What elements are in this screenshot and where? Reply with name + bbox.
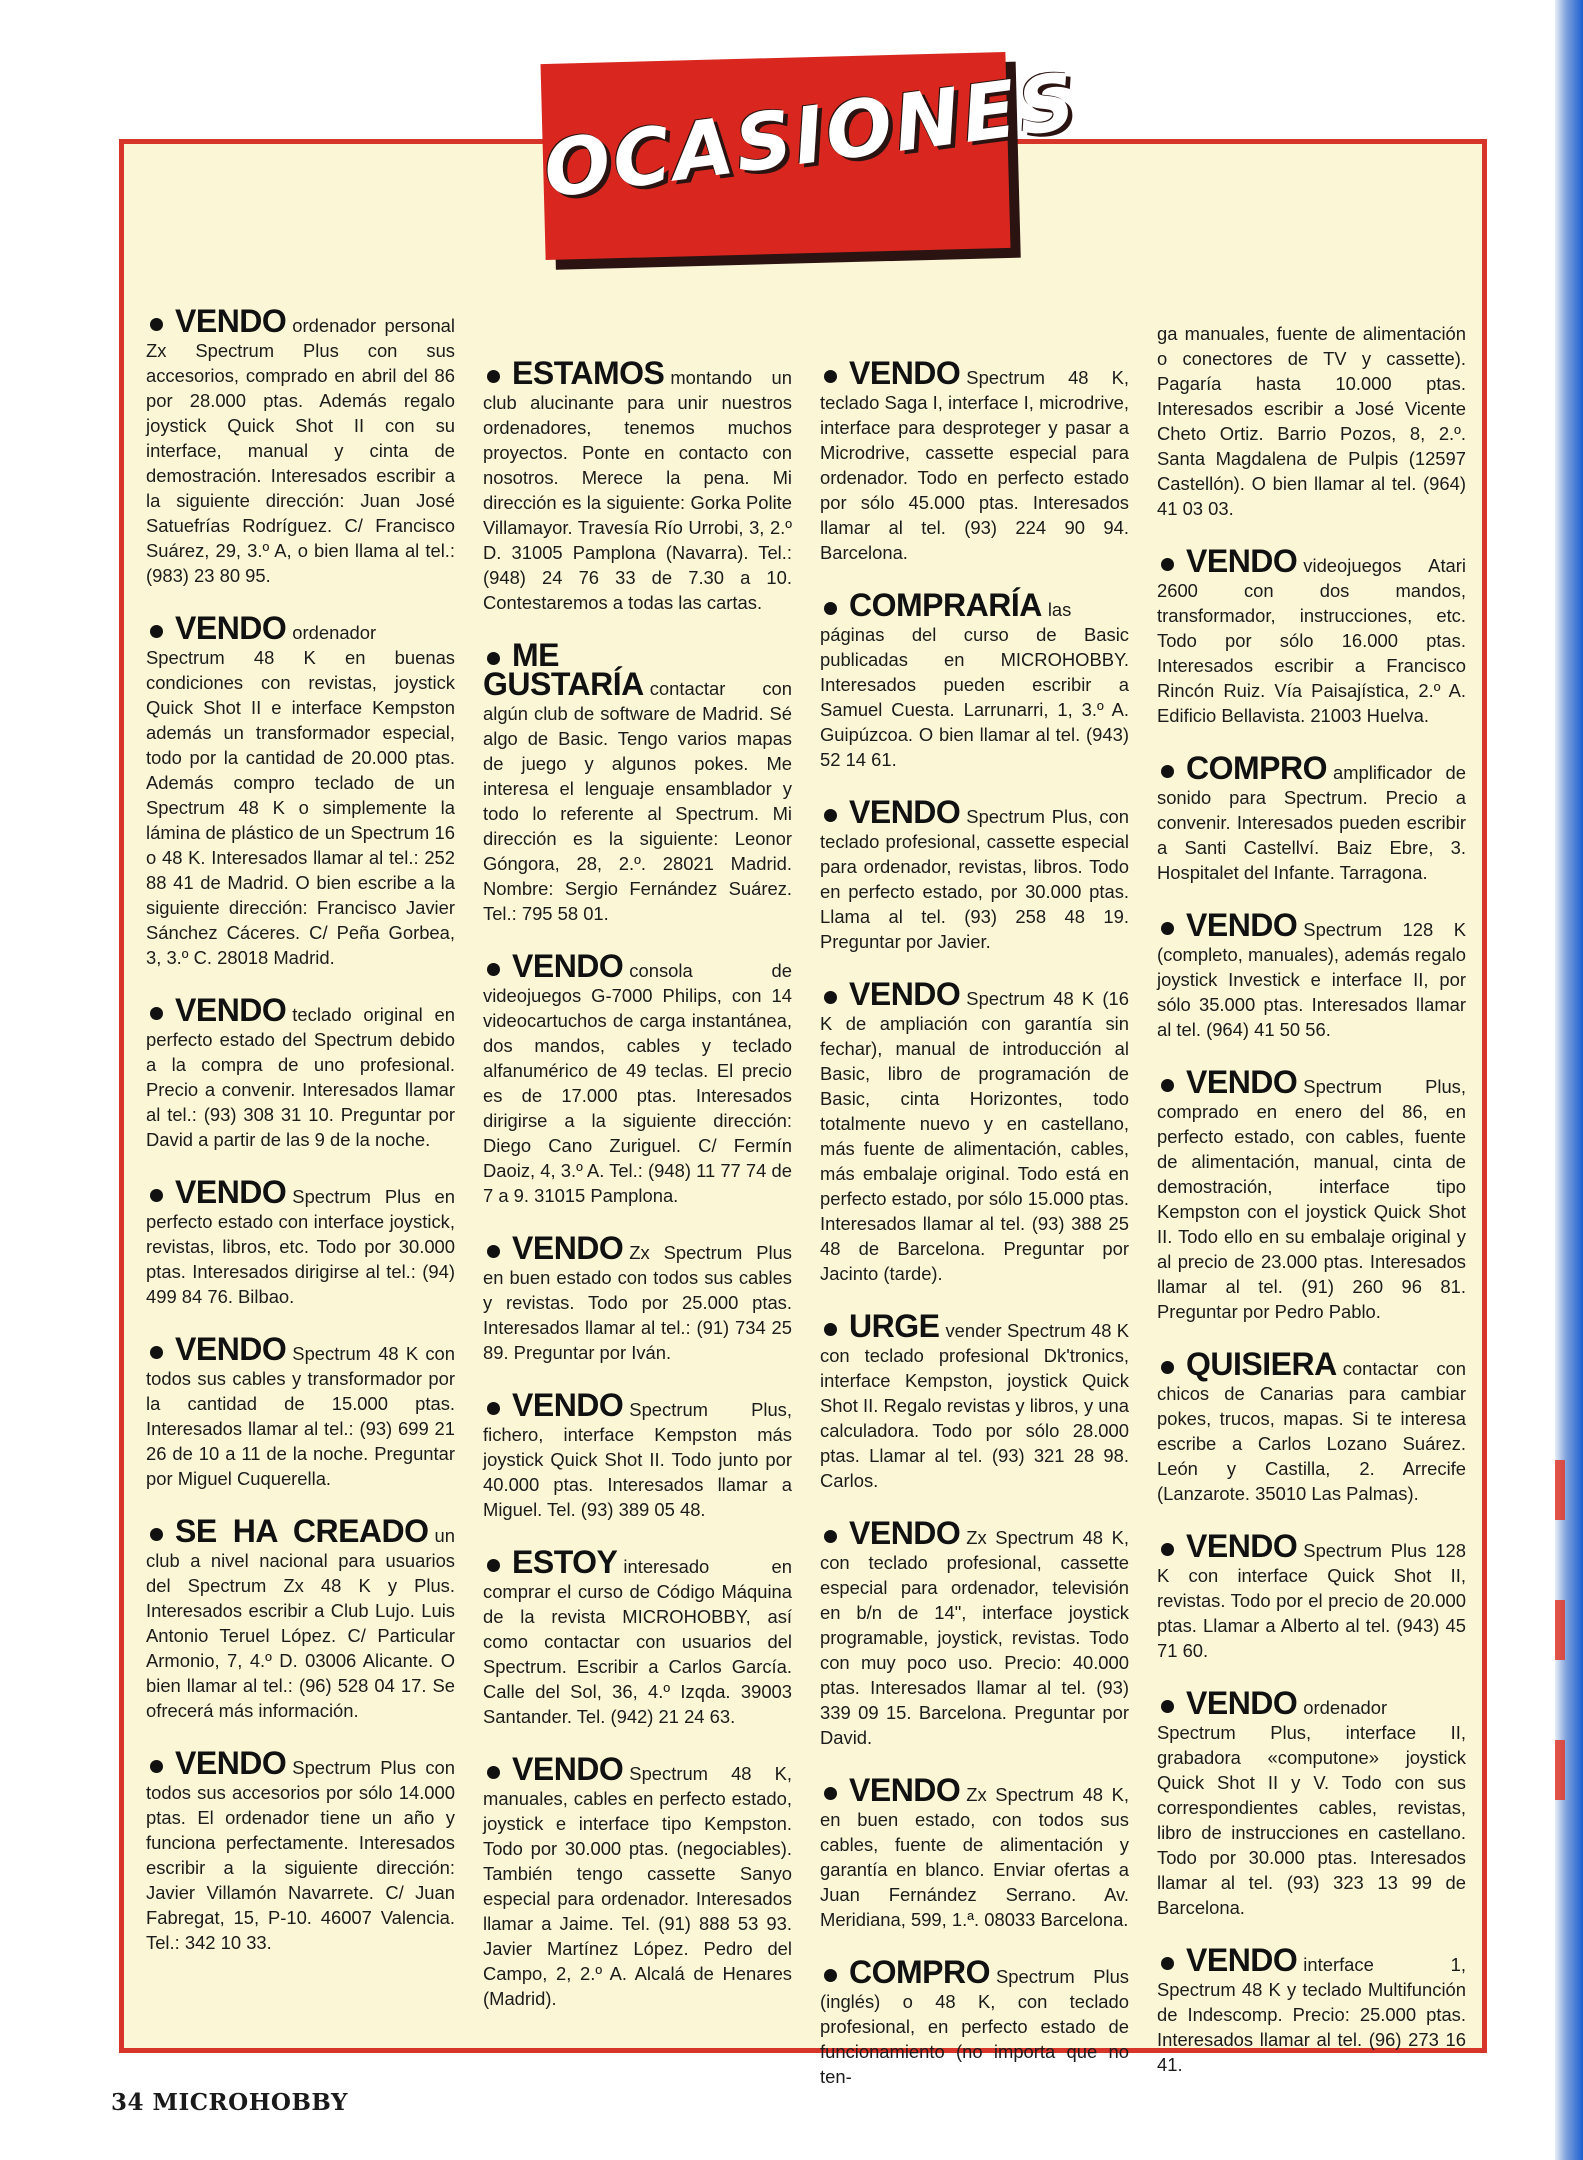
ad-text: interesado en comprar el curso de Código Máquina de la revista MICROHOBBY, así como contactar con usuarios del Spectrum. Escribir a Carlos García. Calle del Sol, 36, 4.º Izqda. 39003 Santander. Tel. (942) 21 24 63. (483, 1556, 792, 1727)
ad-keyword: VENDO (849, 1515, 961, 1551)
ad-keyword: VENDO (1186, 1942, 1298, 1978)
bullet-icon (1161, 1700, 1174, 1713)
ads-column-2 (483, 309, 792, 2029)
bullet-icon (1161, 1079, 1174, 1092)
bullet-icon (824, 1787, 837, 1800)
bullet-icon (824, 809, 837, 822)
ad-text: ordenador Spectrum 48 K en buenas condiciones con revistas, joystick Quick Shot II e interface Kempston además un transformador especial, todo por la cantidad de 20.000 ptas. Además compro teclado de un Spectrum 48 K o simplemente la lámina de plástico de un Spectrum 16 o 48 K. Interesados llamar al tel.: 252 88 41 de Madrid. O bien escribe a la siguiente dirección: Francisco Javier Sánchez Cáceres. C/ Peña Gorbea, 3, 3.º C. 28018 Madrid. (146, 622, 455, 968)
ad-keyword: VENDO (849, 355, 961, 391)
ad-keyword: VENDO (1186, 1685, 1298, 1721)
page-number: 34 (111, 2089, 145, 2116)
bullet-icon (824, 1969, 837, 1982)
ad-text: Spectrum Plus (inglés) o 48 K, con teclado profesional, en perfecto estado de funcionamiento (no importa que no ten- (820, 1966, 1129, 2087)
ad-keyword: VENDO (175, 1745, 287, 1781)
ad-keyword: ESTAMOS (512, 355, 665, 391)
ad-text: Spectrum 128 K (completo, manuales), además regalo joystick Investick e interface II, por sólo 35.000 ptas. Interesados llamar al tel. (964) 41 50 56. (1157, 919, 1466, 1040)
ad-keyword: VENDO (1186, 1528, 1298, 1564)
ad-keyword: COMPRO (1186, 750, 1327, 786)
bullet-icon (824, 991, 837, 1004)
ad-text: Zx Spectrum 48 K, con teclado profesional, cassette especial para ordenador, televisión en b/n de 14", interface joystick programable, joystick, revistas. Todo con muy poco uso. Precio: 40.000 ptas. Interesados llamar al tel. (93) 339 09 15. Barcelona. Preguntar por David. (820, 1527, 1129, 1748)
ad-text: Spectrum Plus, fichero, interface Kempston más joystick Quick Shot II. Todo junto por 40.000 ptas. Interesados llamar a Miguel. Tel. (93) 389 05 48. (483, 1399, 792, 1520)
ad-text: ga manuales, fuente de alimentación o conectores de TV y cassette). Pagaría hasta 10.000 ptas. Interesados escribir a José Vicente Cheto Ortiz. Barrio Pozos, 8, 2.º. Santa Magdalena de Pulpis (12597 Castellón). O bien llamar al tel. (964) 41 03 03. (1157, 323, 1466, 519)
ad-keyword: VENDO (175, 1331, 287, 1367)
classified-ad (483, 948, 792, 1208)
classified-ad (1157, 750, 1466, 885)
ad-text: contactar con algún club de software de Madrid. Sé algo de Basic. Tengo varios mapas de juego y algunos pokes. Me interesa el lenguaje ensamblador y todo lo referente al Spectrum. Mi dirección es la siguiente: Leonor Góngora, 28, 2.º. 28021 Madrid. Nombre: Sergio Fernández Suárez. Tel.: 795 58 01. (483, 678, 792, 924)
bullet-icon (487, 1245, 500, 1258)
classified-ad (146, 610, 455, 970)
classified-ad (146, 992, 455, 1152)
classified-ad (483, 637, 792, 926)
ad-text: Spectrum Plus, comprado en enero del 86, en perfecto estado, con cables, fuente de alimentación, manual, cinta de demostración, interface tipo Kempston con el joystick Quick Shot II. Todo ello en su embalaje original y al precio de 23.000 ptas. Interesados llamar al tel. (91) 260 96 81. Preguntar por Pedro Pablo. (1157, 1076, 1466, 1322)
classified-ad (483, 1230, 792, 1365)
ad-text: videojuegos Atari 2600 con dos mandos, transformador, instrucciones, etc. Todo por sólo 16.000 ptas. Interesados escribir a Francisco Rincón Ruiz. Vía Paisajística, 2.º A. Edificio Bellavista. 21003 Huelva. (1157, 555, 1466, 726)
ad-text: vender Spectrum 48 K con teclado profesional Dk'tronics, interface Kempston, joystick Quick Shot II. Regalo revistas y libros, y una calculadora. Todo por sólo 28.000 ptas. Llamar al tel. (93) 321 28 98. Carlos. (820, 1320, 1129, 1491)
ad-keyword: VENDO (512, 948, 624, 984)
ads-column-1 (146, 303, 455, 2029)
ad-keyword: VENDO (512, 1751, 624, 1787)
classified-ad (1157, 907, 1466, 1042)
ad-keyword: URGE (849, 1308, 940, 1344)
ad-keyword: VENDO (512, 1230, 624, 1266)
ads-column-3 (820, 309, 1129, 2087)
ad-text: Spectrum Plus, con teclado profesional, cassette especial para ordenador, revistas, libros. Todo en perfecto estado, por 30.000 ptas. Llama al tel. (93) 258 48 19. Preguntar por Javier. (820, 806, 1129, 952)
classified-ad (1157, 543, 1466, 728)
classified-ad (1157, 321, 1466, 521)
bullet-icon (487, 1559, 500, 1572)
ad-text: Spectrum 48 K con todos sus cables y transformador por la cantidad de 15.000 ptas. Interesados llamar al tel.: (93) 699 21 26 de 10 a 11 de la noche. Preguntar por Miguel Cuquerella. (146, 1343, 455, 1489)
classified-ad (483, 1544, 792, 1729)
ad-keyword: VENDO (175, 992, 287, 1028)
bullet-icon (1161, 1361, 1174, 1374)
ad-text: teclado original en perfecto estado del Spectrum debido a la compra de uno profesional. Precio a convenir. Interesados llamar al tel.: (93) 308 31 10. Preguntar por David a partir de las 9 de la noche. (146, 1004, 455, 1150)
ad-keyword: VENDO (849, 794, 961, 830)
classified-ad (146, 1174, 455, 1309)
ad-text: Spectrum 48 K (16 K de ampliación con garantía sin fechar), manual de introducción al Basic, libro de programación de Basic, cinta Horizontes, todo totalmente nuevo y en castellano, más fuente de alimentación, cables, más embalaje original. Todo está en perfecto estado, por sólo 15.000 ptas. Interesados llamar al tel. (93) 388 25 48 de Barcelona. Preguntar por Jacinto (tarde). (820, 988, 1129, 1284)
classified-ad (820, 794, 1129, 954)
classified-ad (483, 355, 792, 615)
ad-text: contactar con chicos de Canarias para cambiar pokes, trucos, mapas. Si te interesa escribe a Carlos Lozano Suárez. León y Castilla, 2. Arrecife (Lanzarote. 35010 Las Palmas). (1157, 1358, 1466, 1504)
ad-text: las páginas del curso de Basic publicadas en MICROHOBBY. Interesados pueden escribir a Samuel Cuesta. Larrunarri, 1, 3.º A. Guipúzcoa. O bien llamar al tel. (943) 52 14 61. (820, 599, 1129, 770)
ad-text: Spectrum 48 K, teclado Saga I, interface I, microdrive, interface para desproteger y pasar a Microdrive, cassette especial para ordenador. Todo en perfecto estado por sólo 45.000 ptas. Interesados llamar al tel. (93) 224 90 94. Barcelona. (820, 367, 1129, 563)
bullet-icon (1161, 1957, 1174, 1970)
classified-ad (483, 1387, 792, 1522)
bullet-icon (150, 1528, 163, 1541)
bullet-icon (1161, 558, 1174, 571)
bullet-icon (150, 1760, 163, 1773)
bullet-icon (824, 1323, 837, 1336)
page-edge-strip (1555, 0, 1583, 2160)
ad-text: interface 1, Spectrum 48 K y teclado Multifunción de Indescomp. Precio: 25.000 ptas. Interesados llamar al tel. (96) 273 16 41. (1157, 1954, 1466, 2075)
ad-keyword: VENDO (175, 303, 287, 339)
bullet-icon (150, 318, 163, 331)
ad-keyword: VENDO (512, 1387, 624, 1423)
bullet-icon (1161, 765, 1174, 778)
classified-ad (820, 1772, 1129, 1932)
ad-keyword: COMPRARÍA (849, 587, 1042, 623)
bullet-icon (824, 1530, 837, 1543)
classified-ad (820, 1308, 1129, 1493)
ad-keyword: VENDO (1186, 543, 1298, 579)
ad-text: ordenador Spectrum Plus, interface II, grabadora «computone» joystick Quick Shot II y V. Todo con sus correspondientes cables, revistas, libro de instrucciones en castellano. Todo por 30.000 ptas. Interesados llamar al tel. (93) 323 13 99 de Barcelona. (1157, 1697, 1466, 1918)
bullet-icon (150, 1189, 163, 1202)
ads-column-4 (1157, 309, 1466, 2075)
classified-ad (820, 587, 1129, 772)
classified-ad (820, 1515, 1129, 1750)
ad-keyword: VENDO (1186, 1064, 1298, 1100)
bullet-icon (824, 602, 837, 615)
bullet-icon (1161, 1543, 1174, 1556)
ad-text: Spectrum Plus en perfecto estado con interface joystick, revistas, libros, etc. Todo por 30.000 ptas. Interesados dirigirse al tel.: (94) 499 84 76. Bilbao. (146, 1186, 455, 1307)
classified-ad (820, 355, 1129, 565)
ad-keyword: ME GUSTARÍA (483, 637, 644, 702)
ad-keyword: VENDO (1186, 907, 1298, 943)
classified-ad (146, 1745, 455, 1955)
ad-text: Spectrum Plus 128 K con interface Quick Shot II, revistas. Todo por el precio de 20.000 ptas. Llamar a Alberto al tel. (943) 45 71 60. (1157, 1540, 1466, 1661)
ad-text: Spectrum Plus con todos sus accesorios por sólo 14.000 ptas. El ordenador tiene un año y funciona perfectamente. Interesados escribir a la siguiente dirección: Javier Villamón Navarrete. C/ Juan Fabregat, 15, P-10. 46007 Valencia. Tel.: 342 10 33. (146, 1757, 455, 1953)
bullet-icon (1161, 922, 1174, 935)
ad-text: amplificador de sonido para Spectrum. Precio a convenir. Interesados pueden escribir a Santi Castellví. Baiz Ebre, 3. Hospitalet del Infante. Tarragona. (1157, 762, 1466, 883)
page-footer (111, 2089, 348, 2116)
bullet-icon (487, 963, 500, 976)
classified-ad (820, 976, 1129, 1286)
ad-keyword: VENDO (849, 1772, 961, 1808)
ad-keyword: ESTOY (512, 1544, 618, 1580)
classified-ad (1157, 1528, 1466, 1663)
ad-keyword: VENDO (849, 976, 961, 1012)
magazine-name: MICROHOBBY (152, 2089, 348, 2116)
bullet-icon (487, 1402, 500, 1415)
classified-ad (1157, 1685, 1466, 1920)
bullet-icon (487, 652, 500, 665)
bullet-icon (150, 625, 163, 638)
classified-ad (483, 1751, 792, 2011)
classified-ad (146, 303, 455, 588)
ad-text: Zx Spectrum 48 K, en buen estado, con todos sus cables, fuente de alimentación y garantía en blanco. Enviar ofertas a Juan Fernández Serrano. Av. Meridiana, 599, 1.ª. 08033 Barcelona. (820, 1784, 1129, 1930)
classified-ad (1157, 1346, 1466, 1506)
classified-ad (146, 1331, 455, 1491)
classified-ad (1157, 1942, 1466, 2077)
ad-keyword: QUISIERA (1186, 1346, 1337, 1382)
ad-text: un club a nivel nacional para usuarios del Spectrum Zx 48 K y Plus. Interesados escribir a Club Lujo. Luis Antonio Teruel López. C/ Particular Armonio, 7, 4.º D. 03006 Alicante. O bien llamar al tel.: (96) 528 04 17. Se ofrecerá más información. (146, 1525, 455, 1721)
ad-text: consola de videojuegos G-7000 Philips, con 14 videocartuchos de carga instantánea, dos mandos, cables y teclado alfanumérico de 49 teclas. El precio es de 17.000 ptas. Interesados dirigirse a la siguiente dirección: Diego Cano Zuriguel. C/ Fermín Daoiz, 4, 3.º A. Tel.: (948) 11 77 74 de 7 a 9. 31015 Pamplona. (483, 960, 792, 1206)
classified-ad (1157, 1064, 1466, 1324)
bullet-icon (824, 370, 837, 383)
bullet-icon (487, 370, 500, 383)
ad-keyword: VENDO (175, 610, 287, 646)
edge-stripe (1555, 1460, 1565, 1520)
ads-columns (146, 303, 1466, 2087)
ad-keyword: VENDO (175, 1174, 287, 1210)
bullet-icon (150, 1007, 163, 1020)
section-title-box (538, 52, 1084, 260)
ad-text: montando un club alucinante para unir nuestros ordenadores, tenemos muchos proyectos. Ponte en contacto con nosotros. Merece la pena. Mi dirección es la siguiente: Gorka Polite Villamayor. Travesía Río Urrobi, 3, 2.º D. 31005 Pamplona (Navarra). Tel.: (948) 24 76 33 de 7.30 a 10. Contestaremos a todas las cartas. (483, 367, 792, 613)
bullet-icon (150, 1346, 163, 1359)
edge-stripe (1555, 1600, 1565, 1660)
ad-text: Spectrum 48 K, manuales, cables en perfecto estado, joystick e interface tipo Kempston. Todo por 30.000 ptas. (negociables). También tengo cassette Sanyo especial para ordenador. Interesados llamar a Jaime. Tel. (91) 888 53 93. Javier Martínez López. Pedro del Campo, 2, 2.º A. Alcalá de Henares (Madrid). (483, 1763, 792, 2009)
bullet-icon (487, 1766, 500, 1779)
ad-text: ordenador personal Zx Spectrum Plus con sus accesorios, comprado en abril del 86 por 28.000 ptas. Además regalo joystick Quick Shot II con su interface, manual y cinta de demostración. Interesados escribir a la siguiente dirección: Juan José Satuefrías Rodríguez. C/ Francisco Suárez, 29, 3.º A, o bien llama al tel.: (983) 23 80 95. (146, 315, 455, 586)
edge-stripe (1555, 1740, 1565, 1800)
classified-ad (820, 1954, 1129, 2089)
ad-keyword: SE HA CREADO (175, 1513, 429, 1549)
classified-ad (146, 1513, 455, 1723)
ad-keyword: COMPRO (849, 1954, 990, 1990)
section-title: OCASIONES (538, 56, 1084, 216)
ad-text: Zx Spectrum Plus en buen estado con todos sus cables y revistas. Todo por 25.000 ptas. Interesados llamar al tel.: (91) 734 25 89. Preguntar por Iván. (483, 1242, 792, 1363)
